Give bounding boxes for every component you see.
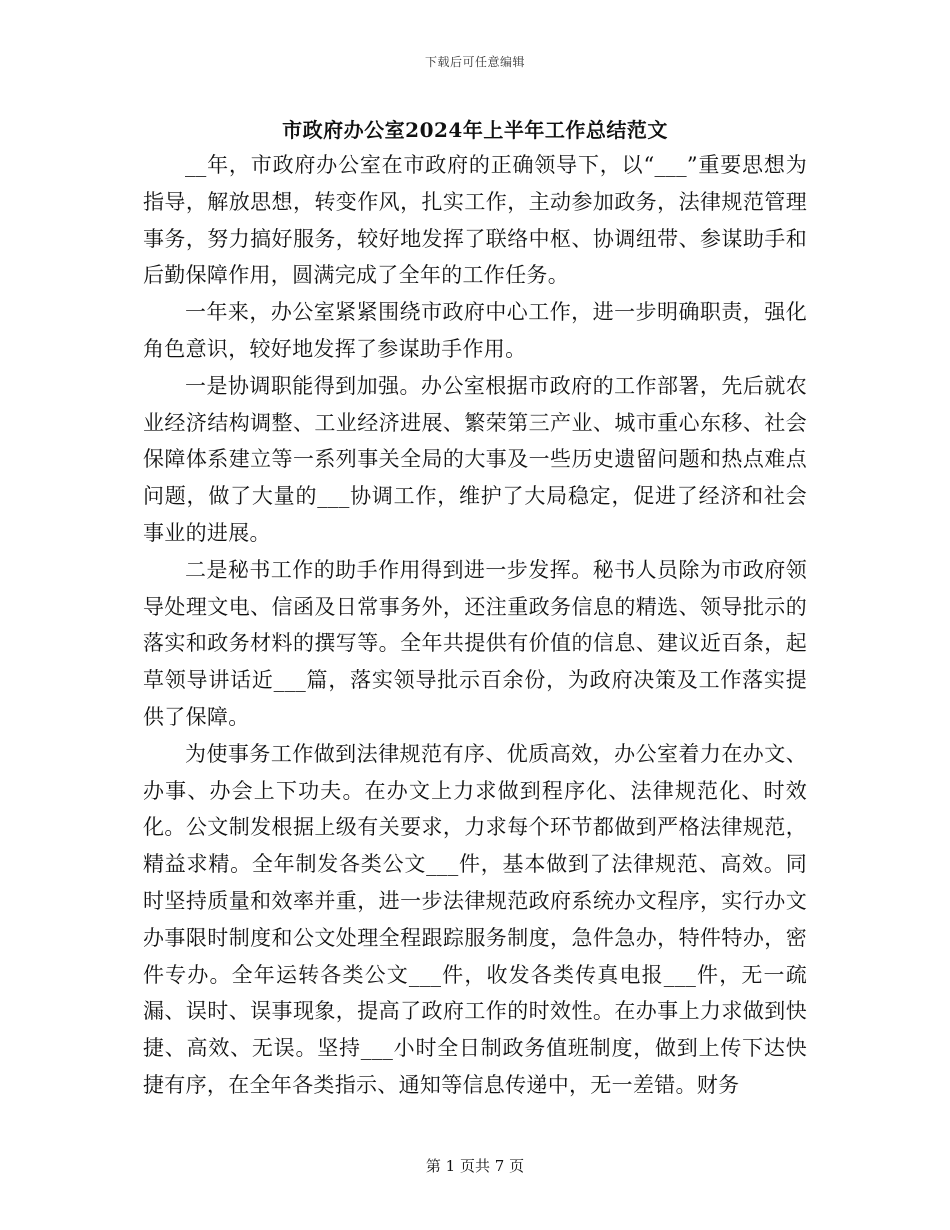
document-body	[143, 147, 807, 1104]
document-title: 市政府办公室2024年上半年工作总结范文	[282, 118, 668, 142]
page-number: 第 1 页共 7 页	[425, 1157, 525, 1175]
header-note: 下载后可任意编辑	[424, 55, 525, 69]
paragraph: 为使事务工作做到法律规范有序、优质高效，办公室着力在办文、办事、办会上下功夫。在办文上力求做到程序化、法律规范化、时效化。公文制发根据上级有关要求，力求每个环节都做到严格法律规范，精益求精。全年制发各类公文___件，基本做到了法律规范、高效。同时坚持质量和效率并重，进一步法律规范政府系统办文程序，实行办文办事限时制度和公文处理全程跟踪服务制度，急件急办，特件特办，密件专办。全年运转各类公文___件，收发各类传真电报___件，无一疏漏、误时、误事现象，提高了政府工作的时效性。在办事上力求做到快捷、高效、无误。坚持___小时全日制政务值班制度，做到上传下达快捷有序，在全年各类指示、通知等信息传递中，无一差错。财务	[143, 741, 807, 1097]
paragraph: 一是协调职能得到加强。办公室根据市政府的工作部署，先后就农业经济结构调整、工业经济进展、繁荣第三产业、城市重心东移、社会保障体系建立等一系列事关全局的大事及一些历史遗留问题和热点难点问题，做了大量的___协调工作，维护了大局稳定，促进了经济和社会事业的进展。	[143, 373, 807, 545]
paragraph: 一年来，办公室紧紧围绕市政府中心工作，进一步明确职责，强化角色意识，较好地发挥了参谋助手作用。	[143, 300, 807, 361]
paragraph: __年，市政府办公室在市政府的正确领导下，以“___”重要思想为指导，解放思想，转变作风，扎实工作，主动参加政务，法律规范管理事务，努力搞好服务，较好地发挥了联络中枢、协调纽带、参谋助手和后勤保障作用，圆满完成了全年的工作任务。	[143, 153, 807, 288]
paragraph: 二是秘书工作的助手作用得到进一步发挥。秘书人员除为市政府领导处理文电、信函及日常事务外，还注重政务信息的精选、领导批示的落实和政务材料的撰写等。全年共提供有价值的信息、建议近百条，起草领导讲话近___篇，落实领导批示百余份，为政府决策及工作落实提供了保障。	[143, 557, 807, 729]
